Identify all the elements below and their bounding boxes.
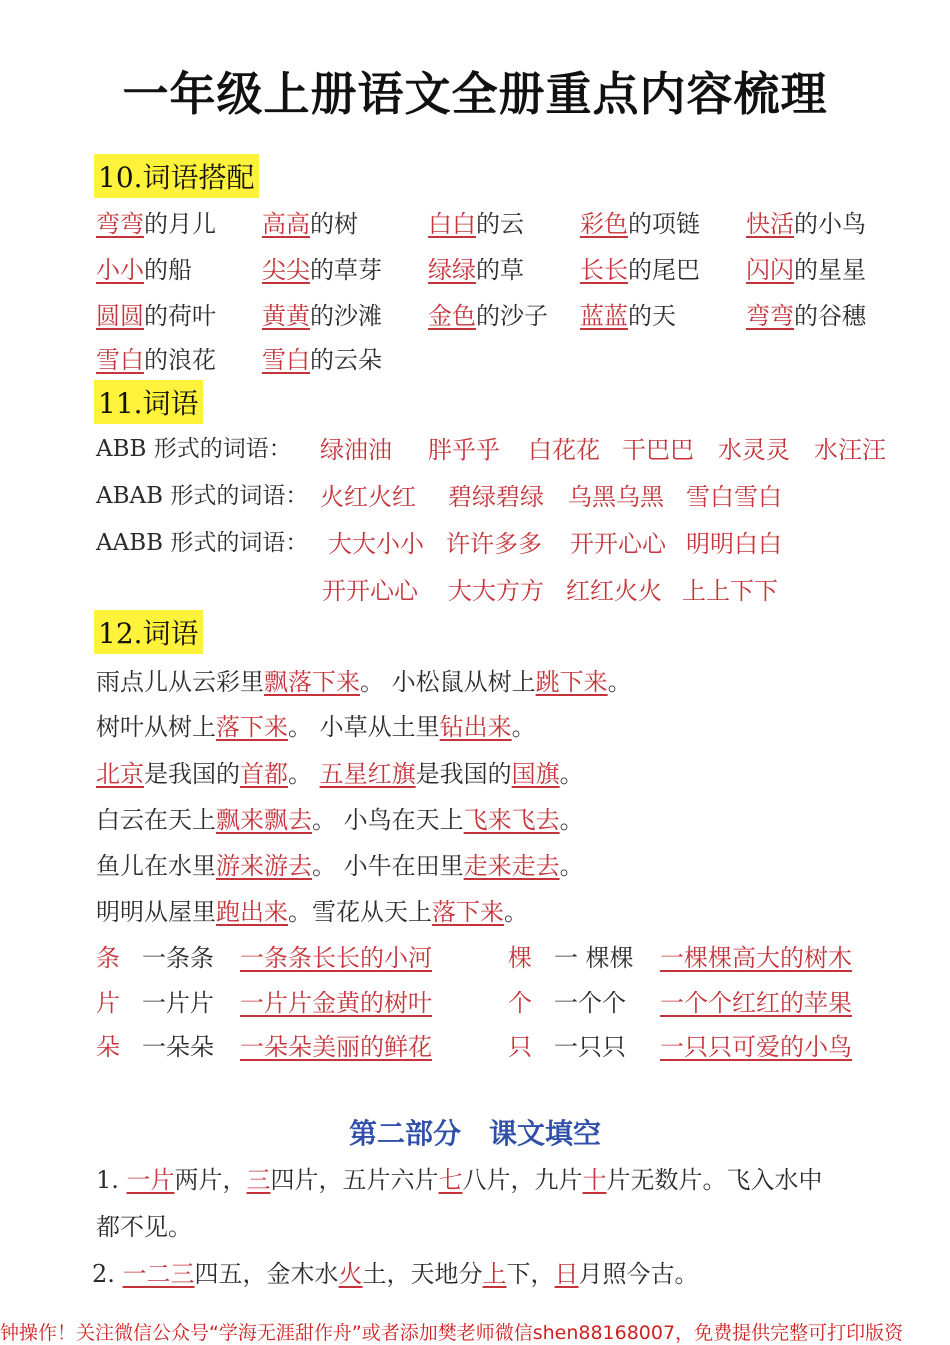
sentence-text: 。 [288, 760, 320, 788]
measure-char: 只 [508, 1033, 532, 1061]
sentence-keyword: 钻出来 [439, 713, 512, 741]
collocation-noun: 的月儿 [144, 210, 216, 238]
reduplicated-word: 乌黑乌黑 [568, 483, 664, 511]
sentence-keyword: 跳下来 [535, 668, 608, 696]
fill-answer: 上 [482, 1260, 507, 1288]
sentence-line [96, 846, 584, 881]
fill-text: 下， [506, 1260, 555, 1288]
reduplicated-word: 胖乎乎 [428, 436, 500, 464]
collocation-noun: 的浪花 [144, 346, 216, 374]
sentence-keyword: 国旗 [511, 760, 560, 788]
collocation-adjective: 圆圆 [96, 302, 144, 330]
reduplicated-word: 大大小小 [328, 530, 424, 558]
collocation-item [746, 296, 866, 331]
collocation-noun: 的星星 [794, 256, 866, 284]
sentence-text: 。 [559, 806, 584, 834]
fill-answer: 一二三 [122, 1260, 195, 1288]
reduplicated-word: 红红火火 [566, 577, 662, 605]
sentence-keyword: 走来走去 [463, 852, 560, 880]
reduplicated-word: 上上下下 [682, 577, 778, 605]
collocation-item [580, 250, 700, 285]
fill-text: 四片，五片六片 [270, 1166, 439, 1194]
collocation-adjective: 雪白 [96, 346, 144, 374]
collocation-item [746, 250, 866, 285]
collocation-adjective: 蓝蓝 [580, 302, 628, 330]
reduplicated-word: 火红火红 [320, 483, 416, 511]
sentence-keyword: 飘来飘去 [216, 806, 312, 834]
sentence-text: 鱼儿在水里 [96, 852, 216, 880]
collocation-noun: 的草 [476, 256, 524, 284]
measure-char: 条 [96, 944, 120, 972]
fill-answer: 十 [582, 1166, 607, 1194]
collocation-noun: 的尾巴 [628, 256, 700, 284]
collocation-adjective: 高高 [262, 210, 310, 238]
sentence-text: 是我国的 [415, 760, 512, 788]
collocation-noun: 的天 [628, 302, 676, 330]
fill-item-1-continued: 都不见。 [96, 1213, 192, 1241]
collocation-adjective: 快活 [746, 210, 794, 238]
fill-text: 2. [92, 1260, 123, 1288]
sentence-text: 树叶从树上 [96, 713, 216, 741]
abab-label: ABAB 形式的词语： [96, 483, 309, 509]
measure-phrase: 一棵棵高大的树木 [660, 944, 852, 972]
collocation-item [262, 204, 358, 239]
sentence-keyword: 跑出来 [216, 898, 288, 926]
fill-text: 两片， [174, 1166, 247, 1194]
sentence-text: 。 [504, 898, 528, 926]
sentence-text: 。 [559, 852, 584, 880]
sentence-text: 。 小鸟在天上 [312, 806, 464, 834]
reduplicated-word: 白花花 [528, 436, 600, 464]
measure-phrase: 一片片金黄的树叶 [240, 989, 432, 1017]
collocation-item [428, 296, 548, 331]
reduplicated-word: 大大方方 [448, 577, 544, 605]
fill-text: 八片，九片 [462, 1166, 583, 1194]
measure-word: 一 棵棵 [554, 944, 634, 972]
collocation-adjective: 闪闪 [746, 256, 794, 284]
measure-phrase: 一朵朵美丽的鲜花 [240, 1033, 432, 1061]
fill-text: 月照今古。 [578, 1260, 699, 1288]
section-11-heading: 11.词语 [94, 380, 203, 424]
collocation-item [262, 250, 382, 285]
sentence-line [96, 754, 584, 789]
abb-label: ABB 形式的词语： [96, 436, 292, 462]
sentence-keyword: 五星红旗 [319, 760, 416, 788]
reduplicated-word: 雪白雪白 [686, 483, 782, 511]
measure-phrase: 一个个红红的苹果 [660, 989, 852, 1017]
sentence-keyword: 飘落下来 [264, 668, 360, 696]
sentence-text: 。 [511, 713, 536, 741]
collocation-noun: 的沙滩 [310, 302, 382, 330]
sentence-text: 雨点儿从云彩里 [96, 668, 264, 696]
collocation-item [262, 296, 382, 331]
aabb-label: AABB 形式的词语： [96, 530, 309, 556]
measure-char: 朵 [96, 1033, 120, 1061]
sentence-keyword: 北京 [96, 760, 144, 788]
collocation-adjective: 长长 [580, 256, 628, 284]
collocation-adjective: 白白 [428, 210, 476, 238]
fill-item-1 [96, 1160, 823, 1195]
sentence-line [96, 800, 584, 835]
fill-item-2 [92, 1254, 699, 1289]
fill-text: 1. [96, 1166, 127, 1194]
sentence-text: 白云在天上 [96, 806, 216, 834]
reduplicated-word: 碧绿碧绿 [448, 483, 544, 511]
collocation-adjective: 尖尖 [262, 256, 310, 284]
sentence-text: 。雪花从天上 [288, 898, 432, 926]
reduplicated-word: 明明白白 [686, 530, 782, 558]
collocation-adjective: 金色 [428, 302, 476, 330]
fill-answer: 三 [246, 1166, 271, 1194]
collocation-noun: 的项链 [628, 210, 700, 238]
sentence-keyword: 首都 [240, 760, 288, 788]
collocation-item [746, 204, 866, 239]
measure-char: 个 [508, 989, 532, 1017]
reduplicated-word: 水汪汪 [814, 436, 886, 464]
measure-word: 一个个 [554, 989, 626, 1017]
sentence-text: 。 [559, 760, 584, 788]
sentence-text: 。 [607, 668, 632, 696]
collocation-adjective: 黄黄 [262, 302, 310, 330]
collocation-noun: 的树 [310, 210, 358, 238]
collocation-adjective: 绿绿 [428, 256, 476, 284]
collocation-noun: 的谷穗 [794, 302, 866, 330]
collocation-noun: 的小鸟 [794, 210, 866, 238]
sentence-text: 。 小松鼠从树上 [360, 668, 536, 696]
reduplicated-word: 许许多多 [446, 530, 542, 558]
collocation-noun: 的草芽 [310, 256, 382, 284]
sentence-text: 是我国的 [144, 760, 240, 788]
collocation-item [428, 204, 524, 239]
collocation-item [96, 204, 216, 239]
collocation-item [580, 204, 700, 239]
section-12-heading: 12.词语 [94, 610, 203, 654]
section-10-heading: 10.词语搭配 [94, 154, 259, 198]
sentence-text: 明明从屋里 [96, 898, 216, 926]
collocation-item [96, 296, 216, 331]
collocation-item [580, 296, 676, 331]
sentence-line [96, 892, 528, 927]
fill-text: 土，天地分 [362, 1260, 483, 1288]
collocation-noun: 的船 [144, 256, 192, 284]
sentence-keyword: 落下来 [432, 898, 504, 926]
collocation-adjective: 彩色 [580, 210, 628, 238]
reduplicated-word: 干巴巴 [622, 436, 694, 464]
collocation-adjective: 小小 [96, 256, 144, 284]
measure-char: 片 [96, 989, 120, 1017]
sentence-keyword: 落下来 [216, 713, 288, 741]
collocation-item [262, 340, 382, 375]
fill-text: 四五，金木水 [194, 1260, 339, 1288]
collocation-adjective: 弯弯 [96, 210, 144, 238]
part-two-title: 第二部分 课文填空 [348, 1117, 601, 1150]
measure-word: 一片片 [142, 989, 214, 1017]
collocation-item [96, 340, 216, 375]
collocation-adjective: 雪白 [262, 346, 310, 374]
measure-word: 一只只 [554, 1033, 626, 1061]
fill-answer: 七 [438, 1166, 463, 1194]
collocation-adjective: 弯弯 [746, 302, 794, 330]
sentence-text: 。 小草从土里 [288, 713, 440, 741]
reduplicated-word: 绿油油 [320, 436, 392, 464]
collocation-noun: 的云朵 [310, 346, 382, 374]
reduplicated-word: 水灵灵 [718, 436, 790, 464]
fill-text: 片无数片。飞入水中 [606, 1166, 823, 1194]
fill-answer: 日 [554, 1260, 579, 1288]
sentence-text: 。 小牛在田里 [312, 852, 464, 880]
sentence-keyword: 游来游去 [216, 852, 312, 880]
fill-answer: 火 [338, 1260, 363, 1288]
collocation-item [96, 250, 192, 285]
collocation-item [428, 250, 524, 285]
sentence-line [96, 707, 536, 742]
reduplicated-word: 开开心心 [322, 577, 418, 605]
collocation-noun: 的荷叶 [144, 302, 216, 330]
measure-phrase: 一条条长长的小河 [240, 944, 432, 972]
collocation-noun: 的云 [476, 210, 524, 238]
measure-word: 一朵朵 [142, 1033, 214, 1061]
footer-banner: 钟操作！关注微信公众号“学海无涯甜作舟”或者添加樊老师微信shen88168007，免费提供完整可打印版资 [0, 1322, 904, 1344]
page-title: 一年级上册语文全册重点内容梳理 [122, 67, 828, 121]
sentence-line [96, 662, 632, 697]
measure-char: 棵 [508, 944, 532, 972]
collocation-noun: 的沙子 [476, 302, 548, 330]
measure-word: 一条条 [142, 944, 214, 972]
reduplicated-word: 开开心心 [570, 530, 666, 558]
fill-answer: 一片 [126, 1166, 175, 1194]
measure-phrase: 一只只可爱的小鸟 [660, 1033, 852, 1061]
sentence-keyword: 飞来飞去 [463, 806, 560, 834]
